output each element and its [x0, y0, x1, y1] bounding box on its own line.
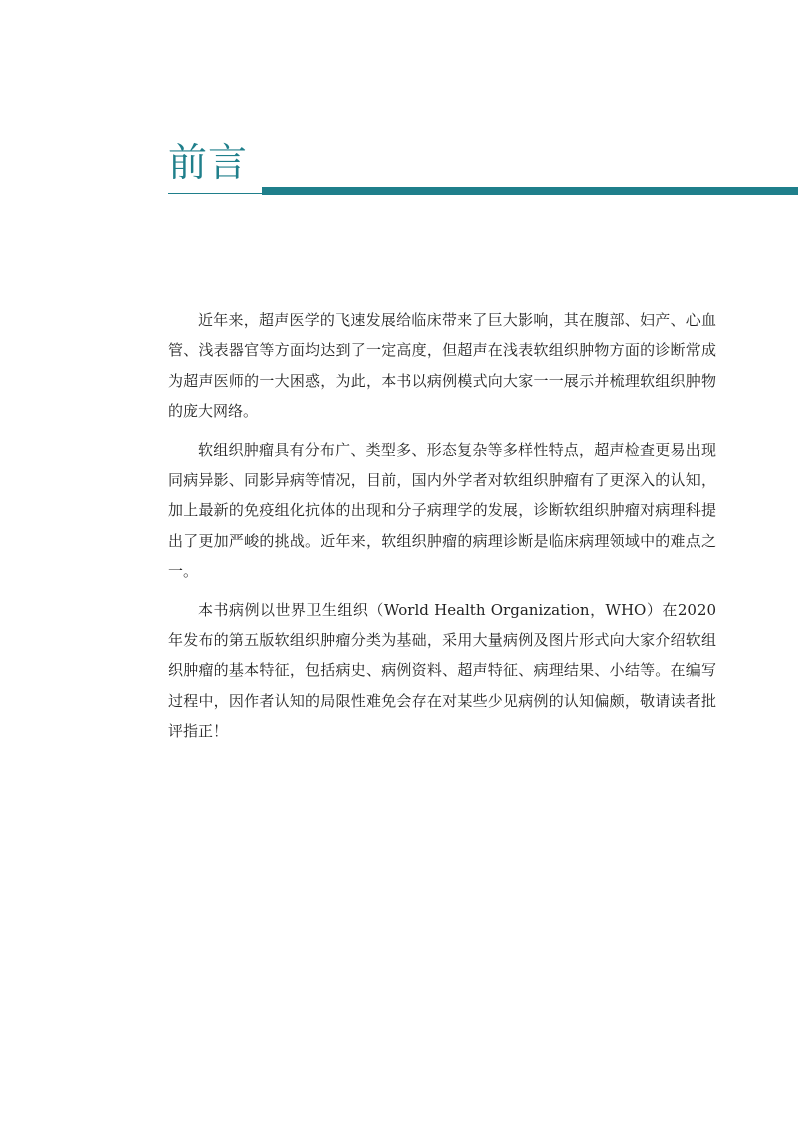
page-title: 前言 — [168, 141, 249, 186]
title-underline — [168, 193, 268, 194]
title-rule-bar — [262, 187, 798, 195]
paragraph-1: 近年来，超声医学的飞速发展给临床带来了巨大影响，其在腹部、妇产、心血管、浅表器官等方面均达到了一定高度，但超声在浅表软组织肿物方面的诊断常成为超声医师的一大困惑，为此，本书以病例模式向大家一一展示并梳理软组织肿物的庞大网络。 — [168, 311, 716, 421]
paragraph-3: 本书病例以世界卫生组织（World Health Organization，WHO）在2020年发布的第五版软组织肿瘤分类为基础，采用大量病例及图片形式向大家介绍软组织肿瘤的基本特征，包括病史、病例资料、超声特征、病理结果、小结等。在编写过程中，因作者认知的局限性难免会存在对某些少见病例的认知偏颇，敬请读者批评指正！ — [168, 600, 716, 741]
preface-body — [168, 305, 716, 755]
paragraph-2: 软组织肿瘤具有分布广、类型多、形态复杂等多样性特点，超声检查更易出现同病异影、同影异病等情况，目前，国内外学者对软组织肿瘤有了更深入的认知，加上最新的免疫组化抗体的出现和分子病理学的发展，诊断软组织肿瘤对病理科提出了更加严峻的挑战。近年来，软组织肿瘤的病理诊断是临床病理领域中的难点之一。 — [168, 440, 716, 581]
